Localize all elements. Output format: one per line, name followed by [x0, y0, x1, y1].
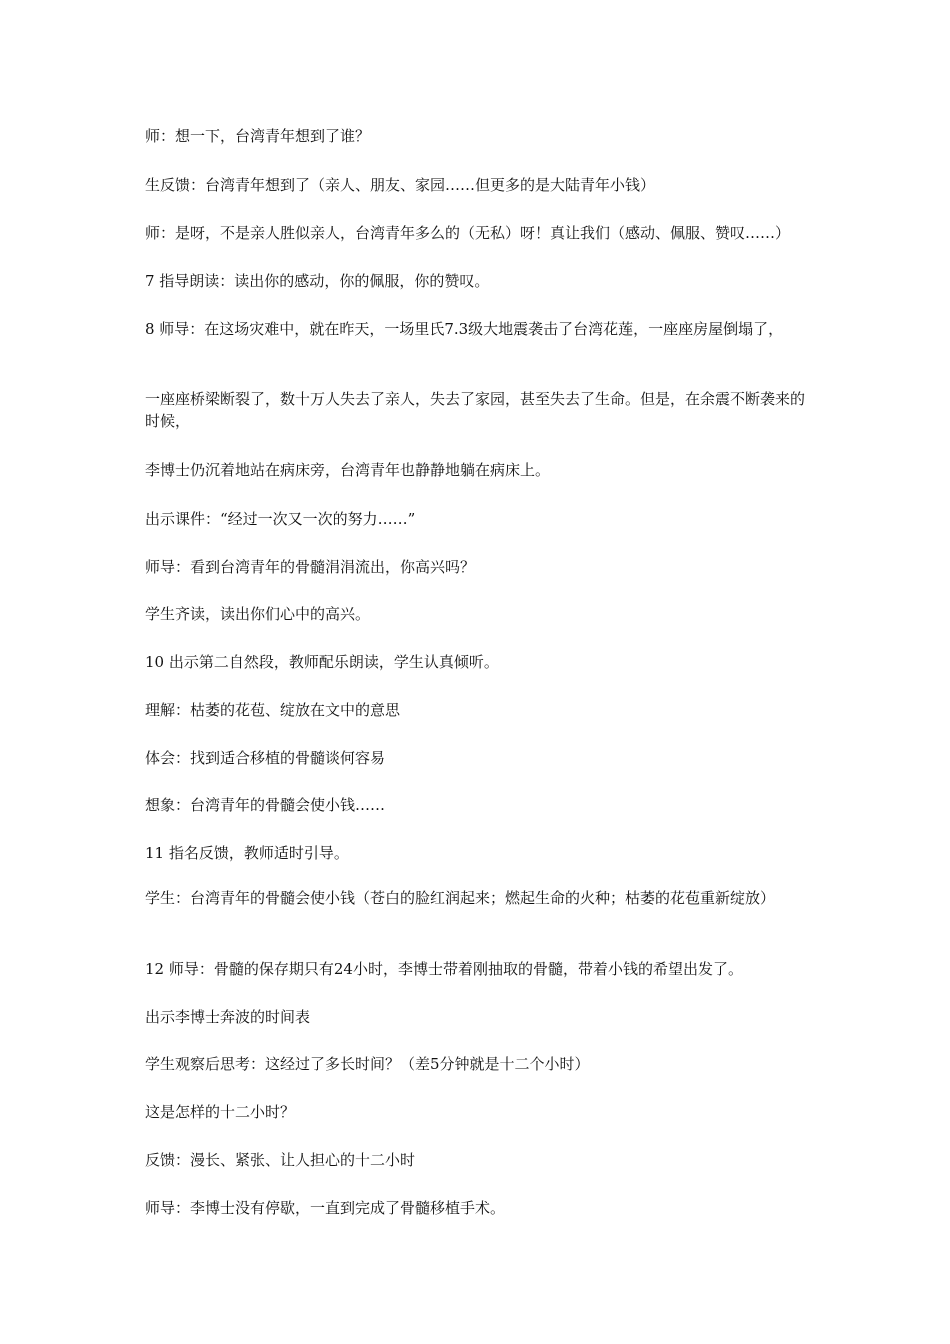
paragraph-19: 学生观察后思考：这经过了多长时间？（差5分钟就是十二个小时）	[145, 1055, 590, 1073]
paragraph-17: 12 师导：骨髓的保存期只有24小时，李博士带着刚抽取的骨髓，带着小钱的希望出发了。	[145, 960, 743, 978]
paragraph-16: 学生：台湾青年的骨髓会使小钱（苍白的脸红润起来；燃起生命的火种；枯萎的花苞重新绽放）	[145, 889, 776, 907]
paragraph-21: 反馈：漫长、紧张、让人担心的十二小时	[145, 1151, 416, 1169]
paragraph-12: 理解：枯萎的花苞、绽放在文中的意思	[145, 701, 401, 719]
paragraph-9: 师导：看到台湾青年的骨髓涓涓流出，你高兴吗？	[145, 558, 476, 576]
paragraph-20: 这是怎样的十二小时？	[145, 1103, 296, 1121]
paragraph-13: 体会：找到适合移植的骨髓谈何容易	[145, 749, 386, 767]
paragraph-2: 生反馈：台湾青年想到了（亲人、朋友、家园……但更多的是大陆青年小钱）	[145, 176, 656, 194]
paragraph-14: 想象：台湾青年的骨髓会使小钱……	[145, 796, 386, 814]
paragraph-4: 7 指导朗读：读出你的感动，你的佩服，你的赞叹。	[145, 272, 490, 290]
paragraph-7: 李博士仍沉着地站在病床旁，台湾青年也静静地躺在病床上。	[145, 461, 551, 479]
paragraph-3: 师：是呀，不是亲人胜似亲人，台湾青年多么的（无私）呀！真让我们（感动、佩服、赞叹……）	[145, 224, 791, 242]
paragraph-8: 出示课件：“经过一次又一次的努力……”	[145, 510, 416, 528]
paragraph-15: 11 指名反馈，教师适时引导。	[145, 844, 349, 862]
paragraph-18: 出示李博士奔波的时间表	[145, 1008, 311, 1026]
paragraph-10: 学生齐读，读出你们心中的高兴。	[145, 605, 371, 623]
paragraph-11: 10 出示第二自然段，教师配乐朗读，学生认真倾听。	[145, 653, 499, 671]
paragraph-5: 8 师导：在这场灾难中，就在昨天，一场里氏7.3级大地震袭击了台湾花莲，一座座房屋倒塌了，	[145, 320, 784, 338]
paragraph-1: 师：想一下，台湾青年想到了谁？	[145, 127, 371, 145]
paragraph-6: 一座座桥梁断裂了，数十万人失去了亲人，失去了家园，甚至失去了生命。但是，在余震不断袭来的时候，	[145, 390, 806, 430]
paragraph-22: 师导：李博士没有停歇，一直到完成了骨髓移植手术。	[145, 1199, 506, 1217]
